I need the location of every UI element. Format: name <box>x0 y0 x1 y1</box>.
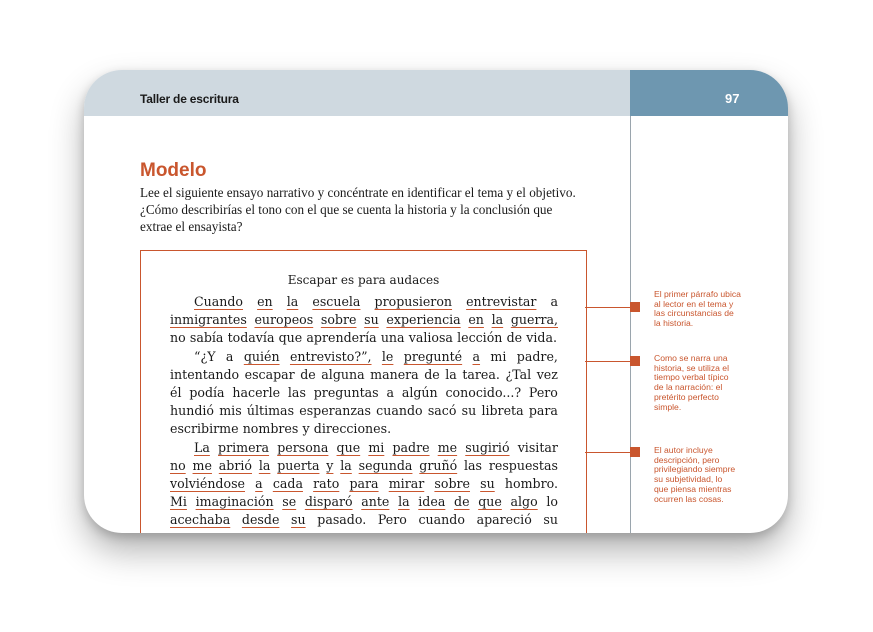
essay-word: escuela <box>312 294 361 309</box>
annotation-connector <box>585 452 630 453</box>
essay-word: la <box>445 366 457 382</box>
essay-word: Pero <box>528 384 558 400</box>
essay-word: padre <box>392 439 430 455</box>
essay-line <box>170 348 558 366</box>
essay-word: esperanzas <box>299 403 371 419</box>
essay-word: imaginación <box>195 494 274 510</box>
essay-word: “¿Y <box>194 348 216 364</box>
essay-word: apareció <box>476 512 532 528</box>
section-title: Taller de escritura <box>140 92 239 106</box>
note-line: las circunstancias de <box>654 308 734 319</box>
essay-word: a <box>225 348 234 364</box>
essay-word: su <box>480 475 495 491</box>
annotation-connector <box>585 307 630 308</box>
essay-word: que <box>478 494 502 510</box>
annotation-note-1 <box>654 290 774 329</box>
textbook-page <box>84 70 788 533</box>
essay-word: tarea. <box>462 366 500 382</box>
essay-word: mi <box>490 348 507 364</box>
note-line: Como se narra una <box>654 353 728 363</box>
essay-word: La <box>194 439 210 455</box>
essay-word: nombres <box>242 421 299 437</box>
essay-word: hombro. <box>504 475 558 491</box>
essay-word: hundió <box>170 403 215 419</box>
note-line: que piensa mientras <box>654 483 732 494</box>
annotation-marker <box>630 356 640 366</box>
essay-word: de <box>424 366 440 382</box>
essay-line <box>170 439 558 457</box>
essay-word: la <box>491 312 504 328</box>
essay-word: lo <box>546 494 558 510</box>
page-number: 97 <box>725 91 740 106</box>
essay-word: una <box>380 330 405 346</box>
essay-word: cuando <box>376 403 423 419</box>
margin-divider <box>630 116 631 533</box>
essay-word: quién <box>243 348 280 364</box>
annotation-connector <box>585 361 630 362</box>
essay-word: puerta <box>277 457 320 473</box>
essay-word: desde <box>241 512 280 528</box>
essay-word: cuando <box>418 512 465 528</box>
note-line: la historia. <box>654 318 694 329</box>
essay-word: sabía <box>189 330 224 346</box>
essay-word: padre, <box>516 348 558 364</box>
essay-word: su <box>291 512 306 528</box>
essay-word: entrevistar <box>466 294 537 309</box>
note-line: privilegiando siempre <box>654 464 736 475</box>
note-line: pretérito perfecto <box>654 391 719 402</box>
essay-word: experiencia <box>386 312 461 328</box>
essay-line <box>170 384 558 402</box>
essay-word: de <box>300 366 316 382</box>
essay-word: disparó <box>304 494 353 510</box>
essay-word: primera <box>218 439 270 455</box>
essay-word: a <box>550 294 558 309</box>
essay-word: escribirme <box>170 421 239 437</box>
essay-word: mirar <box>388 475 425 491</box>
essay-word: alguna <box>321 366 365 382</box>
essay-word: intentando <box>170 366 240 382</box>
note-line: de la narración: el <box>654 382 723 393</box>
essay-word: escapar <box>244 366 295 382</box>
annotation-marker <box>630 302 640 312</box>
essay-word: libreta <box>481 403 524 419</box>
essay-word: en <box>257 294 273 309</box>
essay-word: y <box>302 421 310 437</box>
note-line: ocurren las cosas. <box>654 493 724 504</box>
essay-word: Cuando <box>194 294 244 309</box>
model-heading: Modelo <box>140 160 207 181</box>
essay-word: manera <box>370 366 419 382</box>
essay-word: mi <box>368 439 385 455</box>
annotation-note-2 <box>654 354 774 412</box>
essay-word: algún <box>401 384 438 400</box>
essay-line <box>170 420 558 438</box>
note-line: historia, se utiliza el <box>654 362 729 373</box>
essay-line <box>170 293 558 311</box>
essay-line <box>170 493 558 511</box>
essay-word: gruñó <box>419 457 458 473</box>
essay-word: para <box>528 403 558 419</box>
essay-text <box>170 293 558 529</box>
essay-word: la <box>258 457 271 473</box>
essay-word: conocido...? <box>445 384 522 400</box>
essay-word: su <box>461 403 477 419</box>
essay-box <box>140 250 587 533</box>
essay-line <box>170 511 558 529</box>
essay-word: de <box>454 494 470 510</box>
essay-word: Mi <box>170 494 187 510</box>
essay-word: cada <box>272 475 303 491</box>
essay-word: propusieron <box>374 294 453 309</box>
essay-word: pasado. <box>317 512 367 528</box>
essay-word: vez <box>536 366 558 382</box>
essay-word: valiosa <box>408 330 453 346</box>
essay-word: vida. <box>526 330 557 346</box>
note-line: descripción, pero <box>654 454 720 465</box>
essay-word: acechaba <box>170 512 231 528</box>
essay-line <box>170 366 558 384</box>
page-number-tab <box>630 70 788 116</box>
essay-word: visitar <box>517 439 558 455</box>
essay-word: segunda <box>358 457 413 473</box>
essay-word: Pero <box>377 512 407 528</box>
essay-word: todavía <box>227 330 275 346</box>
essay-word: y <box>326 457 334 473</box>
intro-line: Lee el siguiente ensayo narrativo y concéntrate en identificar el tema y el objetivo. <box>140 185 576 200</box>
essay-word: rato <box>313 475 340 491</box>
essay-word: abrió <box>218 457 252 473</box>
essay-word: sugirió <box>465 439 510 455</box>
essay-word: idea <box>418 494 446 510</box>
note-line: su subjetividad, lo <box>654 474 723 485</box>
note-line: al lector en el tema y <box>654 298 734 309</box>
essay-word: me <box>437 439 458 455</box>
note-line: simple. <box>654 401 682 412</box>
essay-word: volviéndose <box>170 475 245 491</box>
essay-word: preguntas <box>313 384 379 400</box>
essay-word: su <box>364 312 379 328</box>
essay-word: aprendería <box>306 330 377 346</box>
essay-word: que <box>336 439 361 455</box>
essay-word: lección <box>457 330 503 346</box>
essay-word: pregunté <box>403 348 463 364</box>
essay-word: las <box>287 384 306 400</box>
essay-word: a <box>255 475 263 491</box>
essay-word: ¿Tal <box>505 366 532 382</box>
essay-word: de <box>506 330 523 346</box>
essay-word: su <box>543 512 558 528</box>
essay-line <box>170 402 558 420</box>
essay-word: le <box>381 348 394 364</box>
intro-paragraph <box>140 184 620 235</box>
essay-word: las <box>464 457 483 473</box>
essay-title: Escapar es para audaces <box>287 273 440 287</box>
essay-line <box>170 457 558 475</box>
essay-word: sacó <box>427 403 457 419</box>
essay-word: guerra, <box>510 312 558 328</box>
intro-line: ¿Cómo describirías el tono con el que se cuenta la historia y la conclusión que <box>140 202 553 217</box>
note-line: tiempo verbal típico <box>654 372 729 383</box>
essay-word: respuestas <box>488 457 558 473</box>
essay-word: no <box>170 457 186 473</box>
essay-word: mis <box>219 403 242 419</box>
essay-word: la <box>340 457 352 473</box>
essay-word: él <box>170 384 182 400</box>
essay-word: inmigrantes <box>170 312 247 328</box>
essay-word: en <box>468 312 484 328</box>
annotation-marker <box>630 447 640 457</box>
essay-line <box>170 329 558 347</box>
annotation-note-3 <box>654 446 774 504</box>
essay-word: para <box>349 475 379 491</box>
essay-word: sobre <box>434 475 470 491</box>
note-line: El autor incluye <box>654 445 713 455</box>
essay-word: que <box>278 330 303 346</box>
essay-word: direcciones. <box>313 421 392 437</box>
essay-word: últimas <box>246 403 295 419</box>
essay-word: podía <box>189 384 225 400</box>
essay-word: sobre <box>320 312 357 328</box>
essay-word: persona <box>277 439 329 455</box>
essay-word: a <box>386 384 394 400</box>
essay-line <box>170 311 558 329</box>
essay-word: entrevisto?”, <box>289 348 372 364</box>
essay-word: se <box>282 494 297 510</box>
essay-word: hacerle <box>232 384 281 400</box>
essay-word: ante <box>361 494 390 510</box>
intro-line: extrae el ensayista? <box>140 219 243 234</box>
essay-word: la <box>398 494 410 510</box>
essay-word: no <box>170 330 186 346</box>
note-line: El primer párrafo ubica <box>654 289 741 299</box>
essay-word: a <box>472 348 481 364</box>
essay-word: me <box>192 457 212 473</box>
essay-word: la <box>286 294 299 309</box>
essay-word: europeos <box>254 312 314 328</box>
essay-line <box>170 475 558 493</box>
essay-word: algo <box>510 494 538 510</box>
